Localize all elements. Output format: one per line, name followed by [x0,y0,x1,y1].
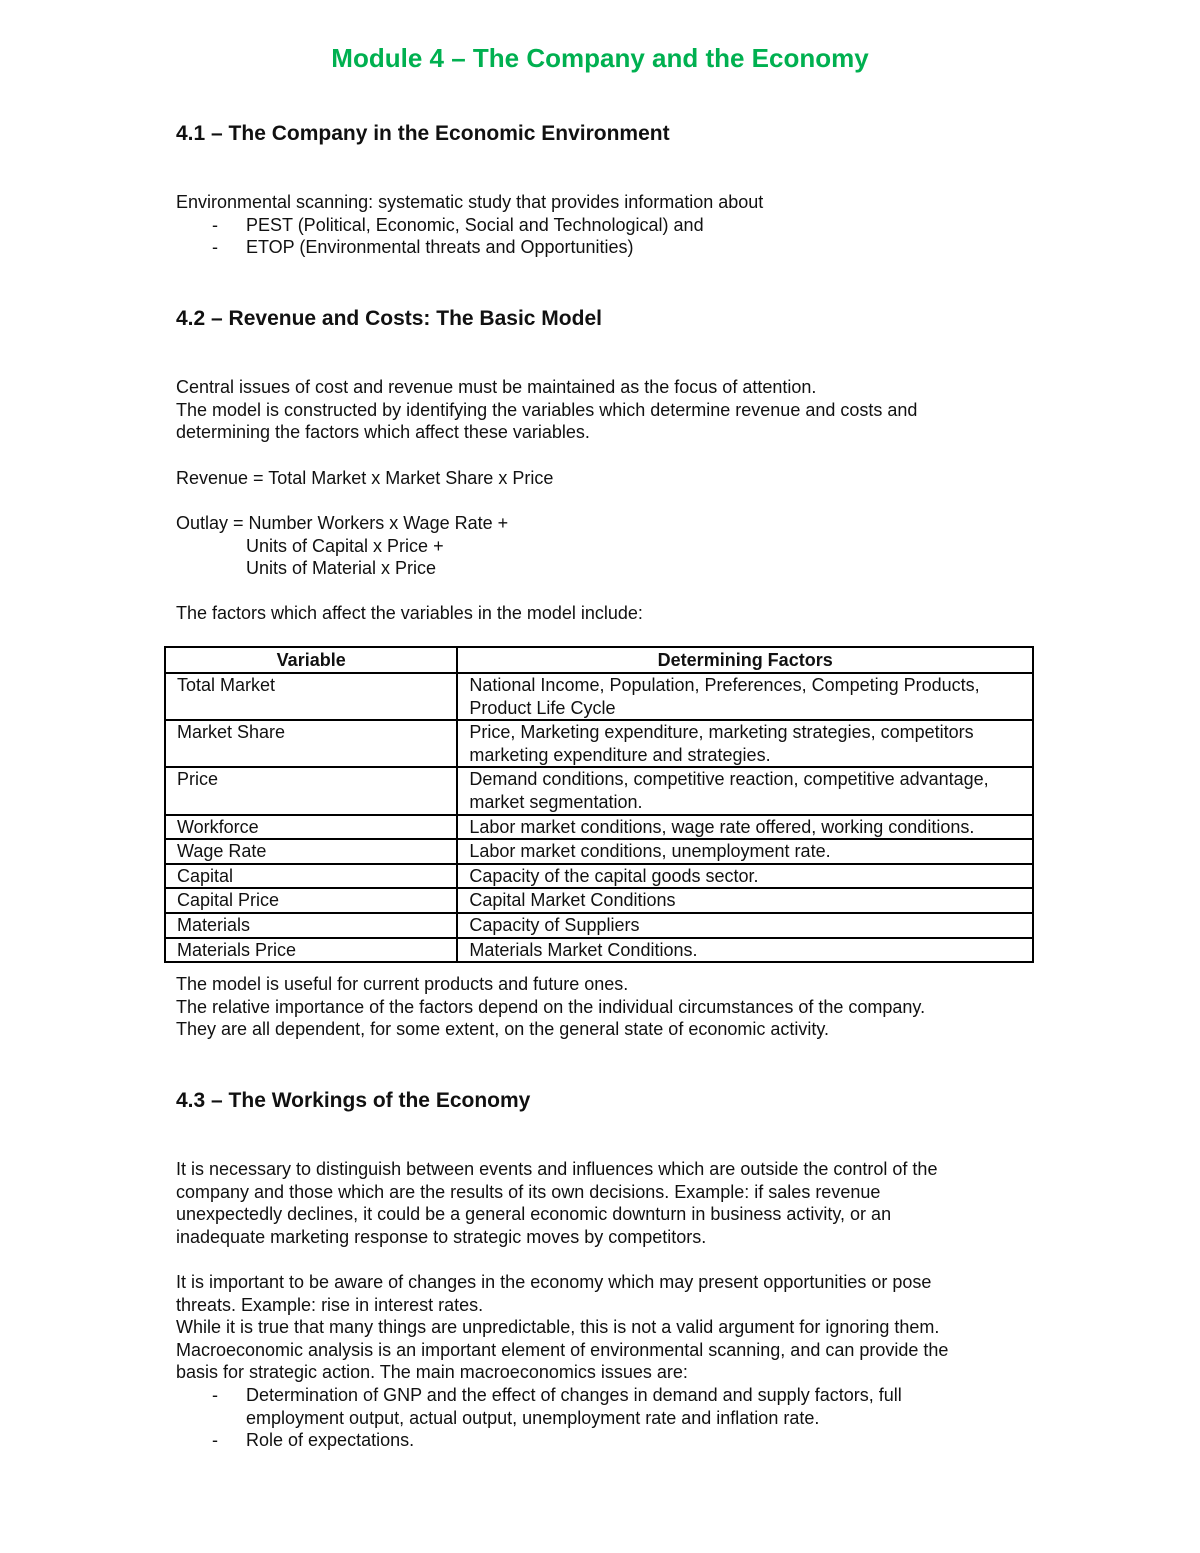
bullet-item: - ETOP (Environmental threats and Opportunities) [212,237,634,258]
section-heading-4-3: 4.3 – The Workings of the Economy [176,1089,531,1112]
table-row [165,767,1033,814]
table-row [165,839,1033,864]
table-row [165,938,1033,963]
section-4-2-paragraph [176,376,917,444]
table-row [165,913,1033,938]
column-header-determining-factors: Determining Factors [457,647,1033,673]
paragraph-line: The model is useful for current products and future ones. [176,974,629,994]
variable-cell: Capital [165,864,457,889]
bullet-item: - PEST (Political, Economic, Social and Technological) and [212,214,704,235]
variable-cell: Capital Price [165,888,457,913]
section-4-1-body [176,191,763,259]
revenue-formula: Revenue = Total Market x Market Share x Price [176,468,554,488]
table-row [165,815,1033,840]
factors-cell: Materials Market Conditions. [457,938,1033,963]
variable-cell: Materials Price [165,938,457,963]
variable-cell: Wage Rate [165,839,457,864]
paragraph-line: It is necessary to distinguish between events and influences which are outside the control of the [176,1159,938,1179]
factors-cell: Capacity of Suppliers [457,913,1033,938]
factors-table [164,646,1034,963]
variable-cell: Market Share [165,720,457,767]
table-row [165,720,1033,767]
factors-cell: Capital Market Conditions [457,888,1033,913]
variable-cell: Workforce [165,815,457,840]
variable-cell: Materials [165,913,457,938]
paragraph-line: Central issues of cost and revenue must be maintained as the focus of attention. [176,377,817,397]
paragraph-line: It is important to be aware of changes in the economy which may present opportunities or pose [176,1272,932,1292]
section-4-3-paragraph-1 [176,1158,937,1248]
document-title: Module 4 – The Company and the Economy [331,43,869,73]
table-row [165,888,1033,913]
bullet-item: - Role of expectations. [212,1430,415,1451]
factors-cell: Labor market conditions, wage rate offered, working conditions. [457,815,1033,840]
outlay-formula: Outlay = Number Workers x Wage Rate + Units of Capital x Price + Units of Material x Price [176,513,509,579]
variable-cell: Price [165,767,457,814]
section-4-3-paragraph-2 [176,1271,948,1452]
paragraph-line: They are all dependent, for some extent, on the general state of economic activity. [176,1019,830,1040]
section-heading-4-1: 4.1 – The Company in the Economic Environment [176,122,670,145]
paragraph-line: basis for strategic action. The main macroeconomics issues are: [176,1362,688,1383]
bullet-item-continuation: employment output, actual output, unemployment rate and inflation rate. [246,1407,820,1428]
paragraph-line: determining the factors which affect these variables. [176,422,590,443]
factors-cell: Capacity of the capital goods sector. [457,864,1033,889]
column-header-variable: Variable [165,647,457,673]
factors-cell: Labor market conditions, unemployment rate. [457,839,1033,864]
paragraph-line: Macroeconomic analysis is an important element of environmental scanning, and can provide the [176,1339,949,1360]
paragraph-line: threats. Example: rise in interest rates. [176,1294,484,1315]
variable-cell: Total Market [165,673,457,720]
section-heading-4-2: 4.2 – Revenue and Costs: The Basic Model [176,307,602,330]
paragraph-line: Environmental scanning: systematic study that provides information about [176,192,764,212]
section-4-2-conclusion [176,973,925,1041]
bullet-item: - Determination of GNP and the effect of changes in demand and supply factors, full [212,1384,902,1405]
paragraph-line: The model is constructed by identifying the variables which determine revenue and costs and [176,399,918,420]
table-header-row [165,647,1033,673]
paragraph-line: The relative importance of the factors depend on the individual circumstances of the company. [176,996,926,1017]
factors-cell: Demand conditions, competitive reaction, competitive advantage, market segmentation. [457,767,1033,814]
paragraph-line: While it is true that many things are unpredictable, this is not a valid argument for ignoring them. [176,1317,940,1338]
factors-cell: Price, Marketing expenditure, marketing strategies, competitors marketing expenditure and strategies. [457,720,1033,767]
paragraph-line: inadequate marketing response to strategic moves by competitors. [176,1226,707,1247]
table-row [165,673,1033,720]
table-row [165,864,1033,889]
factors-intro: The factors which affect the variables in the model include: [176,603,643,623]
paragraph-line: company and those which are the results of its own decisions. Example: if sales revenue [176,1181,881,1202]
factors-cell: National Income, Population, Preferences, Competing Products, Product Life Cycle [457,673,1033,720]
paragraph-line: unexpectedly declines, it could be a general economic downturn in business activity, or an [176,1204,892,1225]
